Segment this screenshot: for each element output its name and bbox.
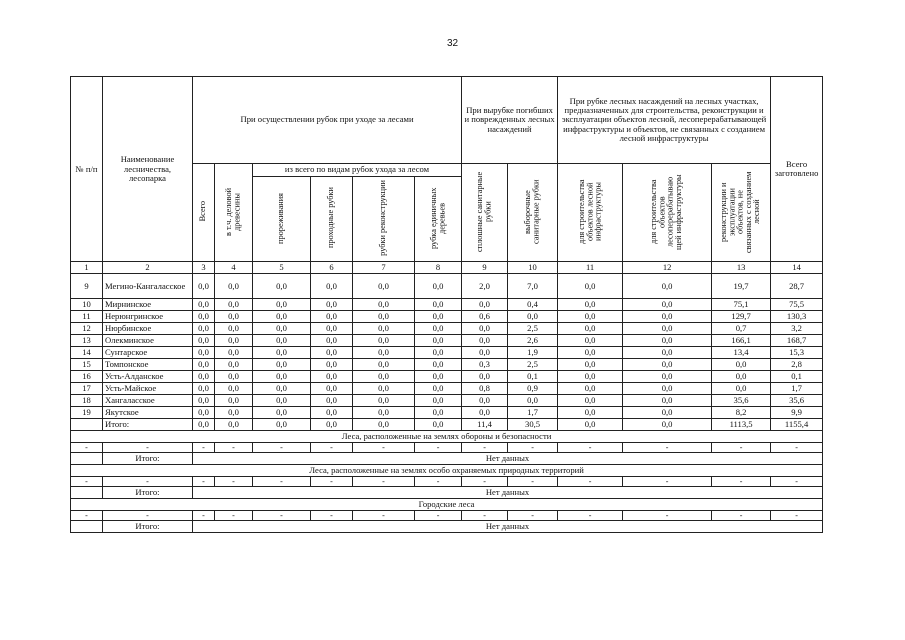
value-cell: 0,0 [253, 371, 311, 383]
value-cell: 0,0 [215, 359, 253, 371]
header-of-which: из всего по видам рубок ухода за лесом [253, 164, 462, 177]
dash-cell: - [353, 511, 415, 521]
header-c6: проходные рубки [326, 187, 336, 249]
dash-cell: - [623, 477, 712, 487]
value-cell: 0,0 [558, 371, 623, 383]
value-cell: 0,0 [462, 323, 508, 335]
value-cell: 0,0 [623, 383, 712, 395]
total-value-cell: 11,4 [462, 419, 508, 431]
value-cell: 0,1 [508, 371, 558, 383]
value-cell: 0,0 [558, 359, 623, 371]
total-value-cell: 1113,5 [712, 419, 771, 431]
value-cell: 0,0 [623, 371, 712, 383]
value-cell: 15,3 [771, 347, 823, 359]
value-cell: 13,4 [712, 347, 771, 359]
dash-cell: - [193, 511, 215, 521]
value-cell: 130,3 [771, 311, 823, 323]
value-cell: 0,0 [415, 299, 462, 311]
total-value-cell: 0,0 [253, 419, 311, 431]
column-number: 8 [415, 262, 462, 274]
section-title: Леса, расположенные на землях особо охраняемых природных территорий [71, 465, 823, 477]
value-cell: 2,5 [508, 359, 558, 371]
section-title-row [71, 465, 823, 477]
column-number: 11 [558, 262, 623, 274]
value-cell: 0,0 [462, 335, 508, 347]
value-cell: 0,0 [558, 299, 623, 311]
value-cell: 0,0 [623, 274, 712, 299]
dash-cell: - [462, 511, 508, 521]
value-cell: 0,0 [353, 383, 415, 395]
value-cell: 3,2 [771, 323, 823, 335]
dash-cell: - [311, 443, 353, 453]
dash-cell: - [103, 443, 193, 453]
dash-cell: - [462, 477, 508, 487]
table-row [71, 395, 823, 407]
header-c5: прореживания [276, 192, 286, 244]
dash-cell: - [415, 443, 462, 453]
forestry-name: Томпонское [103, 359, 193, 371]
dash-cell: - [415, 477, 462, 487]
value-cell: 0,0 [415, 383, 462, 395]
total-value-cell: 0,0 [311, 419, 353, 431]
value-cell: 166,1 [712, 335, 771, 347]
column-numbers-row [71, 262, 823, 274]
value-cell: 0,0 [253, 299, 311, 311]
value-cell: 0,0 [623, 299, 712, 311]
value-cell: 0,0 [193, 371, 215, 383]
value-cell: 0,0 [311, 274, 353, 299]
value-cell: 0,9 [508, 383, 558, 395]
value-cell: 0,0 [415, 311, 462, 323]
dash-cell: - [415, 511, 462, 521]
value-cell: 0,0 [462, 395, 508, 407]
value-cell: 0,0 [311, 311, 353, 323]
dash-cell: - [771, 443, 823, 453]
total-blank [71, 419, 103, 431]
dash-cell: - [311, 511, 353, 521]
row-number: 14 [71, 347, 103, 359]
table-row [71, 359, 823, 371]
forestry-name: Усть-Майское [103, 383, 193, 395]
value-cell: 0,0 [253, 359, 311, 371]
value-cell: 0,0 [253, 311, 311, 323]
value-cell: 0,0 [415, 274, 462, 299]
header-c7: рубки реконструкции [378, 180, 388, 256]
value-cell: 0,0 [558, 274, 623, 299]
value-cell: 0,0 [462, 407, 508, 419]
value-cell: 0,0 [415, 359, 462, 371]
value-cell: 0,0 [712, 383, 771, 395]
dash-cell: - [508, 511, 558, 521]
column-number: 4 [215, 262, 253, 274]
dash-cell: - [462, 443, 508, 453]
value-cell: 0,0 [193, 395, 215, 407]
table-row [71, 274, 823, 299]
column-number: 2 [103, 262, 193, 274]
value-cell: 2,6 [508, 335, 558, 347]
dash-cell: - [771, 511, 823, 521]
table-row [71, 383, 823, 395]
section-total-label: Итого: [103, 453, 193, 465]
section-no-data: Нет данных [193, 453, 823, 465]
value-cell: 129,7 [712, 311, 771, 323]
header-dead-group: При вырубке погибших и поврежденных лесных насаждений [462, 77, 558, 164]
table-row [71, 299, 823, 311]
column-number: 12 [623, 262, 712, 274]
dash-cell: - [508, 477, 558, 487]
value-cell: 0,0 [193, 359, 215, 371]
total-value-cell: 0,0 [623, 419, 712, 431]
value-cell: 0,0 [215, 347, 253, 359]
value-cell: 9,9 [771, 407, 823, 419]
header-c11: для строительства объектов лесной инфраструктуры [576, 179, 603, 244]
header-c3: Всего [198, 201, 208, 222]
dash-cell: - [253, 443, 311, 453]
header-total: Всего заготовлено [771, 77, 823, 262]
dash-cell: - [623, 511, 712, 521]
section-title-row [71, 431, 823, 443]
table-row [71, 323, 823, 335]
value-cell: 0,0 [353, 335, 415, 347]
dash-cell: - [193, 443, 215, 453]
forestry-name: Сунтарское [103, 347, 193, 359]
value-cell: 0,8 [462, 383, 508, 395]
value-cell: 1,7 [771, 383, 823, 395]
column-number: 1 [71, 262, 103, 274]
value-cell: 0,0 [623, 335, 712, 347]
value-cell: 0,0 [353, 359, 415, 371]
section-dash-row [71, 477, 823, 487]
value-cell: 0,0 [415, 323, 462, 335]
section-title-row [71, 499, 823, 511]
forestry-name: Олекминское [103, 335, 193, 347]
value-cell: 0,0 [353, 311, 415, 323]
value-cell: 0,0 [215, 395, 253, 407]
value-cell: 0,0 [253, 383, 311, 395]
value-cell: 0,0 [353, 323, 415, 335]
dash-cell: - [623, 443, 712, 453]
value-cell: 0,0 [253, 395, 311, 407]
dash-cell: - [253, 511, 311, 521]
value-cell: 0,0 [311, 371, 353, 383]
table-body [71, 274, 823, 533]
value-cell: 0,0 [215, 311, 253, 323]
section-title: Леса, расположенные на землях обороны и безопасности [71, 431, 823, 443]
value-cell: 0,0 [311, 347, 353, 359]
value-cell: 75,1 [712, 299, 771, 311]
forestry-name: Нюрбинское [103, 323, 193, 335]
forestry-name: Хангаласское [103, 395, 193, 407]
dash-cell: - [215, 477, 253, 487]
value-cell: 0,0 [193, 311, 215, 323]
value-cell: 0,0 [215, 299, 253, 311]
value-cell: 0,0 [415, 407, 462, 419]
value-cell: 35,6 [771, 395, 823, 407]
column-number: 6 [311, 262, 353, 274]
value-cell: 2,8 [771, 359, 823, 371]
value-cell: 1,7 [508, 407, 558, 419]
table-row [71, 407, 823, 419]
value-cell: 0,0 [311, 335, 353, 347]
page-number: 32 [446, 38, 459, 49]
value-cell: 0,0 [623, 407, 712, 419]
value-cell: 0,0 [623, 359, 712, 371]
value-cell: 0,0 [623, 395, 712, 407]
row-number: 16 [71, 371, 103, 383]
value-cell: 7,0 [508, 274, 558, 299]
value-cell: 1,9 [508, 347, 558, 359]
section-total-row [71, 521, 823, 533]
value-cell: 0,0 [253, 407, 311, 419]
value-cell: 2,5 [508, 323, 558, 335]
table-row [71, 335, 823, 347]
value-cell: 0,0 [558, 347, 623, 359]
dash-cell: - [253, 477, 311, 487]
value-cell: 0,0 [353, 371, 415, 383]
value-cell: 0,0 [353, 299, 415, 311]
dash-cell: - [712, 477, 771, 487]
section-no-data: Нет данных [193, 521, 823, 533]
value-cell: 0,0 [215, 274, 253, 299]
value-cell: 0,0 [415, 371, 462, 383]
value-cell: 0,0 [193, 274, 215, 299]
table-row [71, 347, 823, 359]
value-cell: 0,0 [215, 407, 253, 419]
value-cell: 0,0 [311, 359, 353, 371]
column-number: 10 [508, 262, 558, 274]
value-cell: 0,7 [712, 323, 771, 335]
header-num: № п/п [71, 77, 103, 262]
value-cell: 0,1 [771, 371, 823, 383]
row-number: 15 [71, 359, 103, 371]
dash-cell: - [558, 443, 623, 453]
row-number: 9 [71, 274, 103, 299]
dash-cell: - [103, 477, 193, 487]
dash-cell: - [558, 511, 623, 521]
row-number: 13 [71, 335, 103, 347]
header-care-group: При осуществлении рубок при уходе за лесами [193, 77, 462, 164]
value-cell: 0,0 [193, 383, 215, 395]
header-c9: сплошные санитарные рубки [475, 171, 493, 252]
dash-cell: - [311, 477, 353, 487]
column-number: 9 [462, 262, 508, 274]
value-cell: 0,0 [215, 383, 253, 395]
value-cell: 0,0 [558, 311, 623, 323]
column-number: 3 [193, 262, 215, 274]
dash-cell: - [771, 477, 823, 487]
header-name: Наименование лесничества, лесопарка [103, 77, 193, 262]
value-cell: 28,7 [771, 274, 823, 299]
section-total-blank [71, 487, 103, 499]
table-row [71, 371, 823, 383]
value-cell: 0,0 [712, 359, 771, 371]
header-c4: в т.ч. деловой древесины [224, 187, 242, 236]
total-value-cell: 0,0 [558, 419, 623, 431]
forestry-name: Мирнинское [103, 299, 193, 311]
total-value-cell: 30,5 [508, 419, 558, 431]
value-cell: 0,0 [353, 407, 415, 419]
value-cell: 0,0 [193, 407, 215, 419]
row-number: 19 [71, 407, 103, 419]
total-row [71, 419, 823, 431]
value-cell: 0,0 [193, 335, 215, 347]
value-cell: 0,0 [558, 323, 623, 335]
value-cell: 0,0 [462, 299, 508, 311]
value-cell: 0,0 [311, 383, 353, 395]
dash-cell: - [71, 443, 103, 453]
value-cell: 0,0 [415, 335, 462, 347]
total-value-cell: 0,0 [353, 419, 415, 431]
value-cell: 0,0 [253, 323, 311, 335]
forestry-name: Усть-Алданское [103, 371, 193, 383]
section-total-row [71, 487, 823, 499]
value-cell: 0,0 [623, 347, 712, 359]
row-number: 11 [71, 311, 103, 323]
value-cell: 0,0 [558, 335, 623, 347]
value-cell: 0,0 [193, 299, 215, 311]
dash-cell: - [215, 443, 253, 453]
row-number: 10 [71, 299, 103, 311]
section-total-blank [71, 521, 103, 533]
value-cell: 0,0 [353, 274, 415, 299]
value-cell: 0,0 [623, 323, 712, 335]
row-number: 18 [71, 395, 103, 407]
section-total-label: Итого: [103, 487, 193, 499]
value-cell: 168,7 [771, 335, 823, 347]
total-value-cell: 0,0 [193, 419, 215, 431]
forestry-name: Мегино-Кангаласское [103, 274, 193, 299]
header-infra-group: При рубке лесных насаждений на лесных участках, предназначенных для строительства, реконструкции и эксплуатации объектов лесной, лесоперерабатывающей инфраструктуры и объектов, не связанных с созданием лесной инфраструктуры [558, 77, 771, 164]
dash-cell: - [215, 511, 253, 521]
total-label: Итого: [103, 419, 193, 431]
value-cell: 0,0 [558, 395, 623, 407]
section-total-label: Итого: [103, 521, 193, 533]
header-c13: реконструкции и эксплуатации объектов, не связанных с созданием лесной [719, 170, 762, 253]
row-number: 17 [71, 383, 103, 395]
section-total-blank [71, 453, 103, 465]
value-cell: 0,0 [193, 347, 215, 359]
value-cell: 0,0 [415, 347, 462, 359]
forestry-name: Нерюнгринское [103, 311, 193, 323]
value-cell: 0,0 [215, 371, 253, 383]
column-number: 7 [353, 262, 415, 274]
dash-cell: - [712, 511, 771, 521]
dash-cell: - [508, 443, 558, 453]
total-value-cell: 0,0 [215, 419, 253, 431]
dash-cell: - [71, 511, 103, 521]
dash-cell: - [103, 511, 193, 521]
section-dash-row [71, 443, 823, 453]
dash-cell: - [353, 477, 415, 487]
dash-cell: - [558, 477, 623, 487]
value-cell: 19,7 [712, 274, 771, 299]
section-title: Городские леса [71, 499, 823, 511]
row-number: 12 [71, 323, 103, 335]
value-cell: 0,0 [462, 371, 508, 383]
dash-cell: - [193, 477, 215, 487]
value-cell: 0,0 [558, 383, 623, 395]
value-cell: 0,0 [311, 395, 353, 407]
dash-cell: - [353, 443, 415, 453]
value-cell: 0,0 [193, 323, 215, 335]
forestry-name: Якутское [103, 407, 193, 419]
value-cell: 0,0 [215, 323, 253, 335]
value-cell: 0,0 [623, 311, 712, 323]
value-cell: 0,4 [508, 299, 558, 311]
value-cell: 0,0 [253, 335, 311, 347]
value-cell: 0,0 [311, 299, 353, 311]
header-c8: рубка единичных деревьев [428, 187, 447, 249]
value-cell: 0,0 [462, 347, 508, 359]
dash-cell: - [71, 477, 103, 487]
value-cell: 0,6 [462, 311, 508, 323]
total-value-cell: 1155,4 [771, 419, 823, 431]
harvest-table [70, 76, 823, 533]
value-cell: 0,0 [508, 311, 558, 323]
header-c10: выборочные санитарные рубки [523, 179, 541, 244]
dash-cell: - [712, 443, 771, 453]
table-row [71, 311, 823, 323]
section-total-row [71, 453, 823, 465]
value-cell: 0,0 [253, 274, 311, 299]
total-value-cell: 0,0 [415, 419, 462, 431]
column-number: 14 [771, 262, 823, 274]
column-number: 5 [253, 262, 311, 274]
value-cell: 0,0 [415, 395, 462, 407]
value-cell: 0,0 [508, 395, 558, 407]
value-cell: 0,0 [712, 371, 771, 383]
section-dash-row [71, 511, 823, 521]
value-cell: 75,5 [771, 299, 823, 311]
value-cell: 0,0 [311, 407, 353, 419]
value-cell: 0,0 [353, 395, 415, 407]
value-cell: 0,0 [215, 335, 253, 347]
column-number: 13 [712, 262, 771, 274]
section-no-data: Нет данных [193, 487, 823, 499]
value-cell: 0,3 [462, 359, 508, 371]
value-cell: 35,6 [712, 395, 771, 407]
value-cell: 0,0 [558, 407, 623, 419]
value-cell: 2,0 [462, 274, 508, 299]
value-cell: 0,0 [353, 347, 415, 359]
value-cell: 8,2 [712, 407, 771, 419]
header-c12: для строительства объектов лесоперерабатываю щей инфраструктуры [649, 173, 684, 250]
value-cell: 0,0 [311, 323, 353, 335]
value-cell: 0,0 [253, 347, 311, 359]
